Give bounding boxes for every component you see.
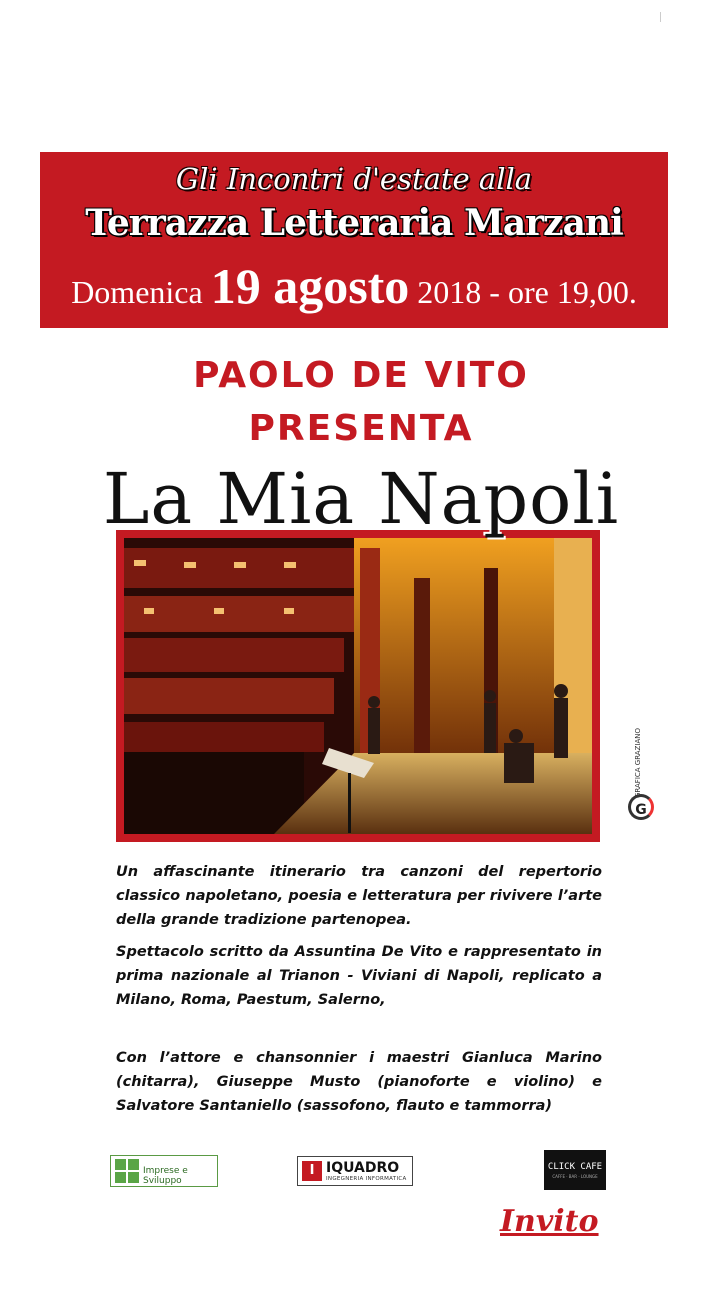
- side-logo-letter: G: [628, 794, 654, 820]
- show-title: La Mia Napoli: [102, 458, 620, 540]
- imprese-sviluppo-icon: [115, 1159, 139, 1183]
- banner-line-2: Terrazza Letteraria Marzani: [85, 202, 623, 244]
- sponsor-3-name: CLICK CAFE: [547, 1162, 603, 1172]
- description-paragraph-1: Un affascinante itinerario tra canzoni del repertorio classico napoletano, poesia e letteratura per rivivere l’arte della grande tradizione partenopea.: [116, 864, 602, 928]
- sponsor-click-cafe: [544, 1150, 606, 1190]
- description-paragraph-2: Spettacolo scritto da Assuntina De Vito e rappresentato in prima nazionale al Trianon - Viviani di Napoli, replicato a Milano, Roma, Paestum, Salerno,: [116, 944, 602, 1008]
- presenter-name: PAOLO DE VITO: [193, 355, 529, 396]
- theater-stage-image: [124, 538, 592, 834]
- date-suffix: 2018 - ore 19,00.: [417, 274, 637, 310]
- banner-date: [40, 257, 668, 315]
- presenta-label: PRESENTA: [248, 408, 474, 449]
- sponsor-1-label: Imprese e Sviluppo: [143, 1166, 188, 1186]
- iquadro-icon: I: [302, 1161, 322, 1181]
- side-logo-text: GRAFICA GRAZIANO: [634, 728, 642, 798]
- banner-line-1: Gli Incontri d'estate alla: [175, 162, 533, 196]
- date-prefix: Domenica: [71, 274, 203, 310]
- sponsor-3-sub: CAFFE · BAR · LOUNGE: [552, 1174, 598, 1179]
- theater-photo: [116, 530, 600, 842]
- invito-label: Invito: [500, 1204, 599, 1239]
- corner-mark: [660, 12, 661, 22]
- description-paragraph-3: Con l’attore e chansonnier i maestri Gianluca Marino (chitarra), Giuseppe Musto (pianoforte e violino) e Salvatore Santaniello (sassofono, flauto e tammorra): [116, 1050, 602, 1114]
- sponsor-2-name: IQUADRO: [326, 1160, 400, 1176]
- sponsor-iquadro: [297, 1156, 413, 1186]
- grafica-graziano-logo: [628, 728, 658, 820]
- date-day-month: 19 agosto: [210, 258, 410, 314]
- sponsor-2-sub: INGEGNERIA INFORMATICA: [326, 1176, 407, 1182]
- sponsor-imprese-sviluppo: [110, 1155, 218, 1187]
- event-banner: [40, 152, 668, 328]
